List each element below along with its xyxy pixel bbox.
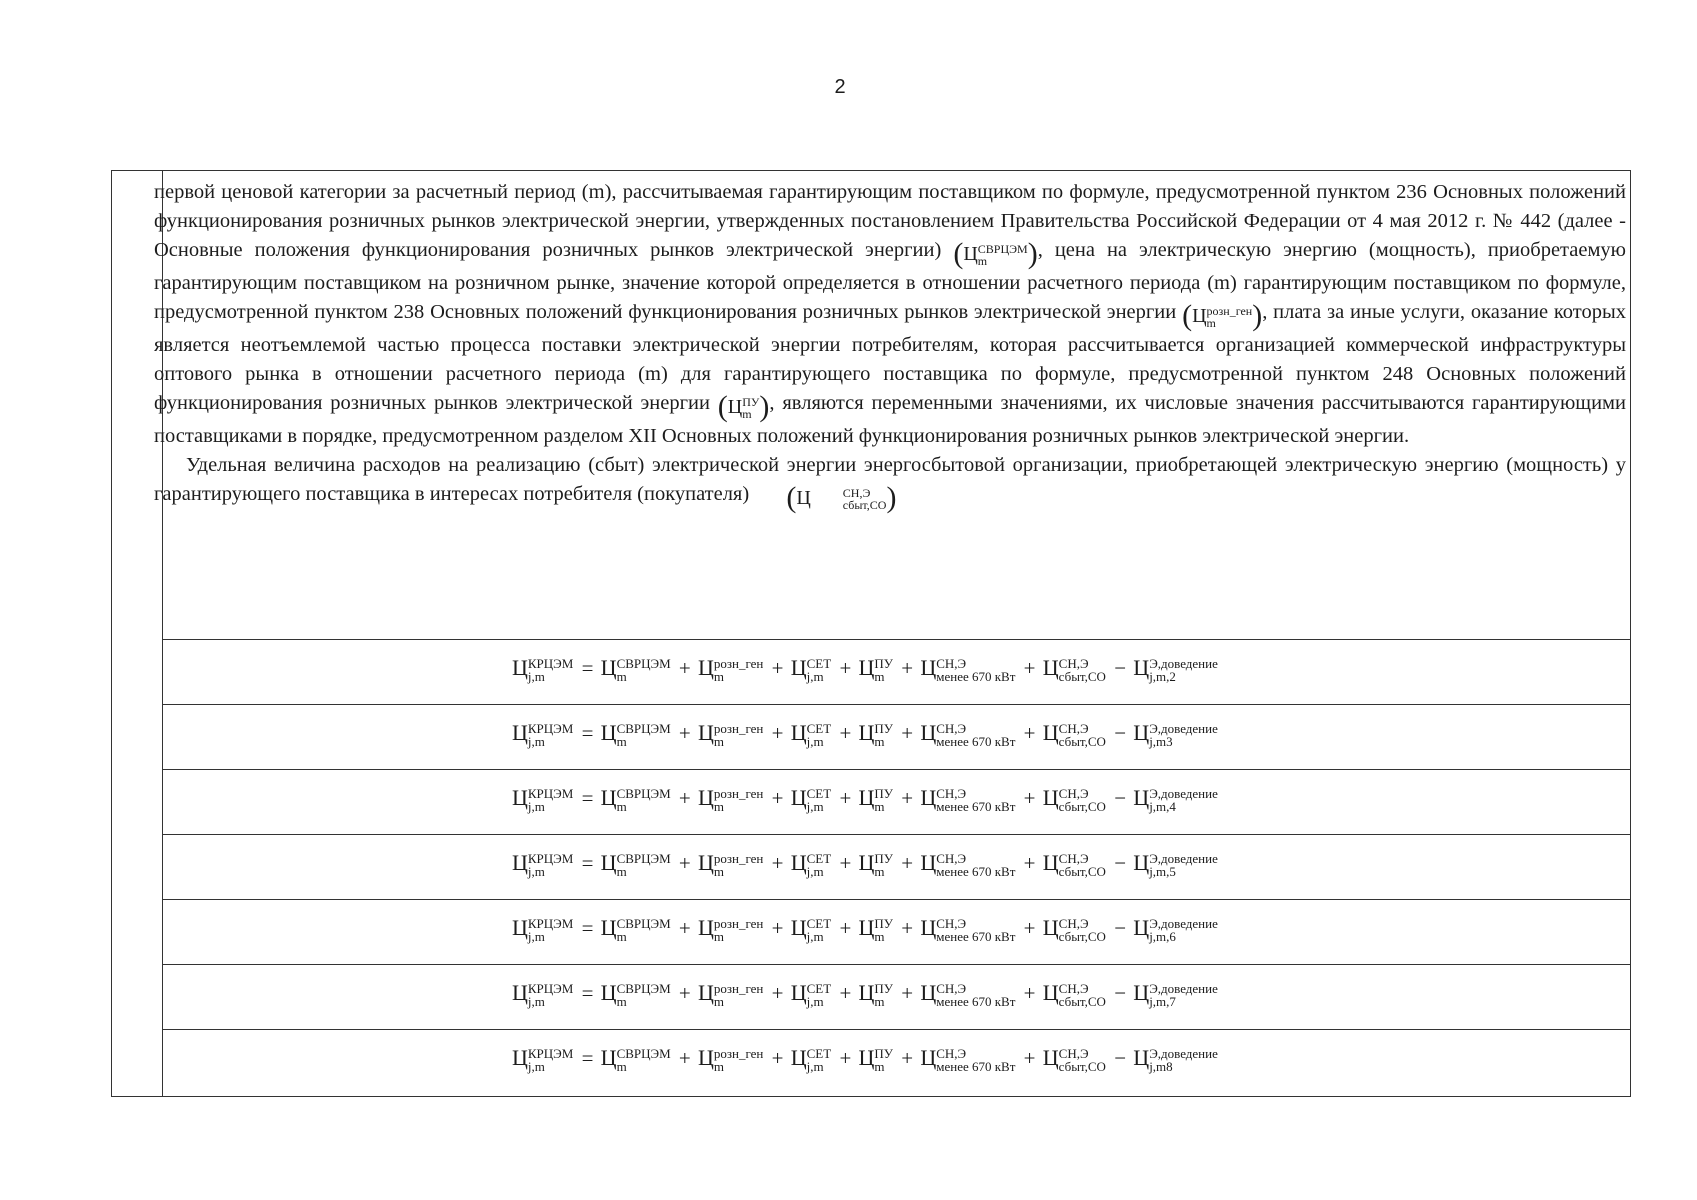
formula-rows [162,639,1630,1096]
formula-term-svrcem: СВРЦЭМ m [616,916,671,945]
formula-term-sn-sbyt: СН,Э сбыт,СО [1058,786,1106,815]
formula-term-set: СЕТ j,m [806,851,832,880]
formula-row-3: Ц КРЦЭМ j,m = Ц СВРЦЭМ m + Ц розн_ген m + Ц СЕТ j,m + Ц ПУ m + Ц СН,Э менее 670 кВт + Ц СН,Э сбыт,СО − Ц Э,доведение j,m,4 [162,769,1630,834]
formula-term-svrcem: СВРЦЭМ m [616,1046,671,1075]
symbol-sbyt-so: (Ц СН,Э сбыт,СО ) [786,481,897,514]
formula-term-sn-670: СН,Э менее 670 кВт [936,981,1016,1010]
formula-term-sn-670: СН,Э менее 670 кВт [936,721,1016,750]
formula-term-dovedenie: Э,доведение j,m3 [1149,721,1218,750]
formula-lhs: КРЦЭМ j,m [527,1046,574,1075]
formula-term-rozn-gen: розн_ген m [713,916,764,945]
formula-term-sn-sbyt: СН,Э сбыт,СО [1058,981,1106,1010]
formula-term-pu: ПУ m [874,981,894,1010]
formula-term-set: СЕТ j,m [806,1046,832,1075]
formula-row-7: Ц КРЦЭМ j,m = Ц СВРЦЭМ m + Ц розн_ген m + Ц СЕТ j,m + Ц ПУ m + Ц СН,Э менее 670 кВт + Ц СН,Э сбыт,СО − Ц Э,доведение j,m8 [162,1029,1630,1094]
formula-term-rozn-gen: розн_ген m [713,851,764,880]
formula-term-dovedenie: Э,доведение j,m,4 [1149,786,1218,815]
formula-term-rozn-gen: розн_ген m [713,721,764,750]
formula-lhs: КРЦЭМ j,m [527,851,574,880]
formula-term-set: СЕТ j,m [806,981,832,1010]
formula-term-set: СЕТ j,m [806,916,832,945]
symbol-pu: (Ц ПУ m ) [717,390,770,423]
formula-term-sn-670: СН,Э менее 670 кВт [936,656,1016,685]
formula-term-sn-670: СН,Э менее 670 кВт [936,916,1016,945]
formula-term-dovedenie: Э,доведение j,m,6 [1149,916,1218,945]
formula-row-4: Ц КРЦЭМ j,m = Ц СВРЦЭМ m + Ц розн_ген m + Ц СЕТ j,m + Ц ПУ m + Ц СН,Э менее 670 кВт + Ц СН,Э сбыт,СО − Ц Э,доведение j,m,5 [162,834,1630,899]
paragraph-specific-costs [154,451,1626,513]
paragraph-variables [154,178,1626,451]
formula-term-sn-sbyt: СН,Э сбыт,СО [1058,656,1106,685]
formula-term-pu: ПУ m [874,721,894,750]
paragraph-specific-costs-text: Удельная величина расходов на реализацию (сбыт) электрической энергии энергосбытовой организации, приобретающей электрическую энергию (мощность) у гарантирующего поставщика в интересах потребителя (покупателя) [154,454,1626,505]
formula-lhs: КРЦЭМ j,m [527,981,574,1010]
formula-row-1: Ц КРЦЭМ j,m = Ц СВРЦЭМ m + Ц розн_ген m + Ц СЕТ j,m + Ц ПУ m + Ц СН,Э менее 670 кВт + Ц СН,Э сбыт,СО − Ц Э,доведение j,m,2 [162,639,1630,704]
formula-term-dovedenie: Э,доведение j,m,7 [1149,981,1218,1010]
formula-lhs: КРЦЭМ j,m [527,786,574,815]
formula-term-rozn-gen: розн_ген m [713,981,764,1010]
formula-term-pu: ПУ m [874,851,894,880]
formula-lhs: КРЦЭМ j,m [527,656,574,685]
formula-term-pu: ПУ m [874,916,894,945]
formula-term-sn-sbyt: СН,Э сбыт,СО [1058,1046,1106,1075]
page-number: 2 [834,76,846,98]
formula-term-sn-sbyt: СН,Э сбыт,СО [1058,851,1106,880]
formula-row-2: Ц КРЦЭМ j,m = Ц СВРЦЭМ m + Ц розн_ген m + Ц СЕТ j,m + Ц ПУ m + Ц СН,Э менее 670 кВт + Ц СН,Э сбыт,СО − Ц Э,доведение j,m3 [162,704,1630,769]
formula-row-5: Ц КРЦЭМ j,m = Ц СВРЦЭМ m + Ц розн_ген m + Ц СЕТ j,m + Ц ПУ m + Ц СН,Э менее 670 кВт + Ц СН,Э сбыт,СО − Ц Э,доведение j,m,6 [162,899,1630,964]
formula-term-svrcem: СВРЦЭМ m [616,981,671,1010]
paragraph-part-2: , цена на электрическую энергию (мощность), приобретаемую гарантирующим поставщиком на розничном рынке, значение которой определяется в отношении расчетного периода (m) гарантирующим поставщиком по формуле, предусмотренной пунктом 238 Основных положений функционирования розничных рынков электрической энергии [154,239,1626,323]
formula-term-pu: ПУ m [874,656,894,685]
formula-term-sn-670: СН,Э менее 670 кВт [936,1046,1016,1075]
formula-term-dovedenie: Э,доведение j,m,2 [1149,656,1218,685]
formula-term-set: СЕТ j,m [806,786,832,815]
formula-term-pu: ПУ m [874,1046,894,1075]
symbol-svrcem: (Ц СВРЦЭМ m ) [953,237,1038,270]
formula-term-sn-670: СН,Э менее 670 кВт [936,786,1016,815]
formula-term-svrcem: СВРЦЭМ m [616,656,671,685]
formula-lhs: КРЦЭМ j,m [527,916,574,945]
formula-term-svrcem: СВРЦЭМ m [616,721,671,750]
formula-term-sn-670: СН,Э менее 670 кВт [936,851,1016,880]
formula-term-dovedenie: Э,доведение j,m,5 [1149,851,1218,880]
formula-term-set: СЕТ j,m [806,721,832,750]
symbol-rozn-gen: (Ц розн_ген m ) [1182,299,1263,332]
formula-term-dovedenie: Э,доведение j,m8 [1149,1046,1218,1075]
text-block [154,178,1626,513]
formula-term-rozn-gen: розн_ген m [713,786,764,815]
formula-term-sn-sbyt: СН,Э сбыт,СО [1058,721,1106,750]
paragraph-part-3: , плата за иные услуги, оказание которых является неотъемлемой частью процесса поставки электрической энергии потребителям, которая рассчитывается организацией коммерческой инфраструктуры оптового рынка в отношении расчетного периода (m) для гарантирующего поставщика по формуле, предусмотренной пунктом 248 Основных положений функционирования розничных рынков электрической энергии [154,301,1626,414]
paragraph-part-4: , являются переменными значениями, их числовые значения рассчитываются гарантирующими поставщиками в порядке, предусмотренном разделом XII Основных положений функционирования розничных рынков электрической энергии. [154,392,1626,447]
formula-term-svrcem: СВРЦЭМ m [616,786,671,815]
formula-term-set: СЕТ j,m [806,656,832,685]
formula-term-svrcem: СВРЦЭМ m [616,851,671,880]
formula-term-rozn-gen: розн_ген m [713,656,764,685]
formula-term-sn-sbyt: СН,Э сбыт,СО [1058,916,1106,945]
formula-lhs: КРЦЭМ j,m [527,721,574,750]
formula-term-pu: ПУ m [874,786,894,815]
paragraph-part-1: первой ценовой категории за расчетный период (m), рассчитываемая гарантирующим поставщиком по формуле, предусмотренной пунктом 236 Основных положений функционирования розничных рынков электрической энергии, утвержденных постановлением Правительства Российской Федерации от 4 мая 2012 г. № 442 (далее - Основные положения функционирования розничных рынков электрической энергии) [154,181,1626,261]
formula-term-rozn-gen: розн_ген m [713,1046,764,1075]
formula-row-6: Ц КРЦЭМ j,m = Ц СВРЦЭМ m + Ц розн_ген m + Ц СЕТ j,m + Ц ПУ m + Ц СН,Э менее 670 кВт + Ц СН,Э сбыт,СО − Ц Э,доведение j,m,7 [162,964,1630,1029]
document-table [111,170,1631,1097]
